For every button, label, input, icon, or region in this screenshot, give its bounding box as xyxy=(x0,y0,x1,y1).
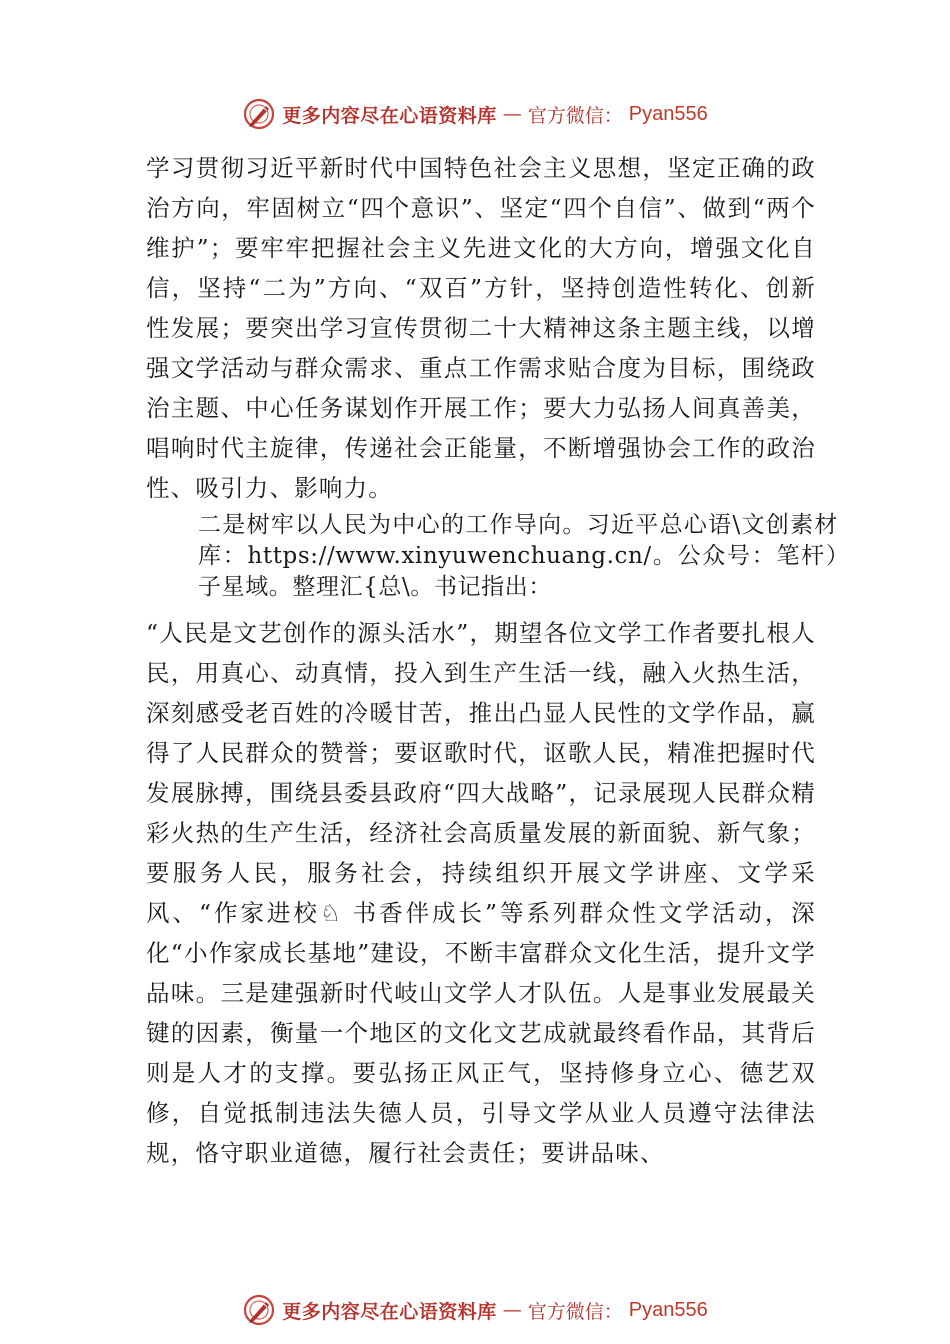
banner-title: 更多内容尽在心语资料库 xyxy=(282,1300,497,1323)
document-body xyxy=(146,148,838,1173)
banner-wechat-label: 官方微信： xyxy=(527,1300,623,1323)
pen-nib-seal-icon xyxy=(242,97,276,131)
paragraph-1: 学习贯彻习近平新时代中国特色社会主义思想，坚定正确的政治方向，牢固树立“四个意识”、坚定“四个自信”、做到“两个维护”；要牢牢把握社会主义先进文化的大方向，增强文化自信，坚持“二为”方向、“双百”方针，坚持创造性转化、创新 性发展；要突出学习宣传贯彻二十大精神这条主题主线，以增强文学活动与群众需求、重点工作需求贴合度为目标，围绕政治主题、中心任务谋划作开展工作；要大力弘扬人间真善美，唱响时代主旋律，传递社会正能量，不断增强协会工作的政治性、吸引力、影响力。 xyxy=(146,154,816,502)
pen-nib-seal-icon xyxy=(242,1293,276,1327)
banner-separator: — xyxy=(502,103,522,125)
banner-separator: — xyxy=(502,1299,522,1321)
banner-wechat-id: Pyan556 xyxy=(628,102,708,125)
paragraph-3: “人民是文艺创作的源头活水”，期望各位文学工作者要扎根人民，用真心、动真情，投入到生产生活一线，融入火热生活，深刻感受老百姓的冷暖甘苦，推出凸显人民性的文学作品，赢得了人民群众的赞誉；要讴歌时代，讴歌人民，精准把握时代发展脉搏，围绕县委县政府“四大战略”，记录展现人民群众精彩火热的生产生活，经济社会高质量发展的新面貌、新气象；要服务人民，服务社会，持续组织开展文学讲座、文学采风、“作家进校♘ 书香伴成长”等系列群众性文学活动，深化“小作家成长基地”建设，不断丰富群众文化生活，提升文学品味。三是建强新时代岐山文学人才队伍。人是事业发展最关键的因素，衡量一个地区的文化文艺成就最终看作品，其背后则是人才的支撑。要弘扬正风正气，坚持修身立心、德艺双修，自觉抵制违法失德人员，引导文学从业人员遵守法律法规，恪守职业道德，履行社会责任；要讲品味、 xyxy=(146,619,816,1167)
header-banner xyxy=(0,94,950,134)
banner-wechat-id: Pyan556 xyxy=(628,1298,708,1321)
banner-title: 更多内容尽在心语资料库 xyxy=(282,104,497,127)
footer-banner xyxy=(0,1290,950,1330)
banner-wechat-label: 官方微信： xyxy=(527,104,623,127)
paragraph-2: 二是树牢以人民为中心的工作导向。习近平总心语\文创素材库：https://www.xinyuwenchuang.cn/。公众号：笔杆）子星域。整理汇{总\。书记指出： xyxy=(198,512,838,600)
